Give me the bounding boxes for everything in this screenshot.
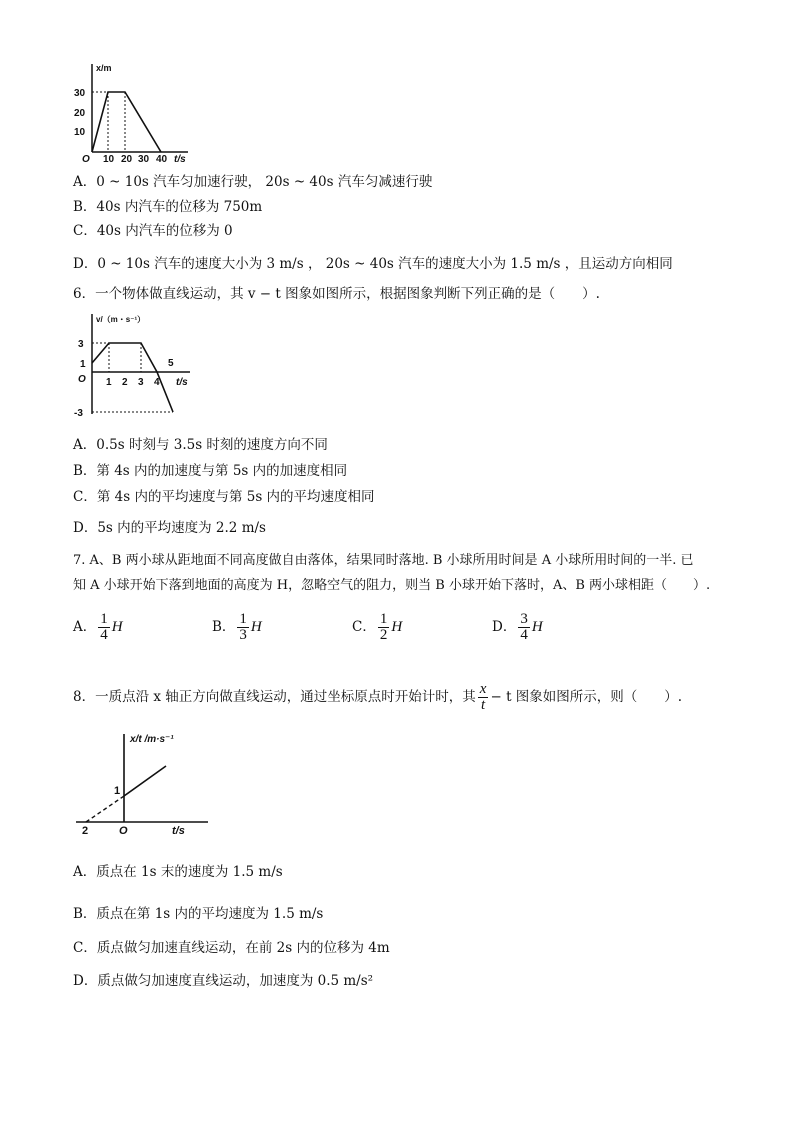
q7-option-b: B． $\frac{1}{3}$ H	[212, 611, 262, 643]
q8-xt-t-graph	[72, 728, 212, 840]
q5-y-tick: 10	[74, 127, 86, 138]
q6-graph-line	[92, 343, 173, 412]
q6-origin: O	[78, 374, 86, 385]
q5-y-tick: 20	[74, 108, 86, 119]
q8-stem: 8．一质点沿 x 轴正方向做直线运动，通过坐标原点时开始计时，其 $\frac{x}{t}$ − t 图象如图所示，则（ ）.	[73, 681, 683, 713]
q7-option-c-fraction: $\frac{1}{2}$	[379, 611, 388, 643]
q8-y-label: x/t /m·s⁻¹	[130, 734, 174, 745]
q5-option-d: D．0 ~ 10s 汽车的速度大小为 3 m/s ， 20s ~ 40s 汽车的速度大小为 1.5 m/s ，且运动方向相同	[73, 256, 673, 272]
q6-option-a: A．0.5s 时刻与 3.5s 时刻的速度方向不同	[73, 437, 328, 453]
q5-x-tick: 10	[103, 154, 115, 165]
q5-y-tick: 30	[74, 88, 86, 99]
q6-x-tick: 1	[106, 377, 112, 388]
q5-x-tick: 40	[156, 154, 168, 165]
q5-xt-graph	[70, 58, 200, 166]
q5-x-tick: 20	[121, 154, 133, 165]
q7-stem-line2: 知 A 小球开始下落到地面的高度为 H，忽略空气的阻力，则当 B 小球开始下落时，A、B 两小球相距（ ）.	[73, 578, 711, 593]
q6-option-d: D．5s 内的平均速度为 2.2 m/s	[73, 520, 266, 536]
q6-y-tick: -3	[74, 408, 83, 419]
q6-y-tick: 1	[80, 359, 86, 370]
q7-stem-line1: 7. A、B 两小球从距地面不同高度做自由落体，结果同时落地. B 小球所用时间是 A 小球所用时间的一半. 已	[73, 553, 694, 568]
q6-option-b: B．第 4s 内的加速度与第 5s 内的加速度相同	[73, 463, 348, 479]
q8-intercept-label: 1	[114, 785, 121, 797]
q8-option-a: A．质点在 1s 末的速度为 1.5 m/s	[73, 864, 283, 880]
q7-option-a: A． $\frac{1}{4}$ H	[73, 611, 123, 643]
q5-x-label: t/s	[174, 154, 186, 165]
q8-stem-fraction: $\frac{x}{t}$	[479, 681, 487, 713]
q7-option-d-fraction: $\frac{3}{4}$	[520, 611, 528, 643]
q5-option-a: A．0 ~ 10s 汽车匀加速行驶， 20s ~ 40s 汽车匀减速行驶	[73, 174, 433, 190]
q6-y-tick: 3	[78, 339, 84, 350]
q5-graph-line	[92, 92, 161, 152]
q8-dashed-extension	[86, 796, 124, 822]
q5-x-tick: 30	[138, 154, 150, 165]
q6-x-tick: 5	[168, 358, 174, 369]
q6-x-label: t/s	[176, 377, 188, 388]
q6-x-tick: 3	[138, 377, 144, 388]
q5-y-label: x/m	[96, 63, 112, 73]
q7-option-c: C． $\frac{1}{2}$ H	[352, 611, 403, 643]
q8-option-c: C．质点做匀加速直线运动，在前 2s 内的位移为 4m	[73, 940, 390, 956]
q8-neg-label: 2	[82, 825, 89, 837]
q8-origin: O	[119, 825, 128, 837]
q8-option-b: B．质点在第 1s 内的平均速度为 1.5 m/s	[73, 906, 324, 922]
q8-graph-line	[124, 766, 166, 796]
q6-vt-graph	[72, 310, 202, 422]
q6-y-label: v/（m・s⁻¹）	[96, 315, 146, 324]
q7-option-b-fraction: $\frac{1}{3}$	[239, 611, 247, 643]
q7-option-a-fraction: $\frac{1}{4}$	[100, 611, 108, 643]
q5-option-c: C．40s 内汽车的位移为 0	[73, 223, 233, 239]
q5-origin: O	[82, 154, 90, 165]
q6-option-c: C．第 4s 内的平均速度与第 5s 内的平均速度相同	[73, 489, 375, 505]
q6-x-tick: 4	[154, 377, 160, 388]
q8-x-label: t/s	[172, 825, 185, 837]
q6-x-tick: 2	[122, 377, 128, 388]
q7-option-d: D． $\frac{3}{4}$ H	[492, 611, 543, 643]
q6-stem: 6．一个物体做直线运动，其 v − t 图象如图所示，根据图象判断下列正确的是（ ）.	[73, 286, 600, 302]
q8-option-d: D．质点做匀加速度直线运动，加速度为 0.5 m/s²	[73, 973, 374, 989]
q5-option-b: B．40s 内汽车的位移为 750m	[73, 199, 263, 215]
